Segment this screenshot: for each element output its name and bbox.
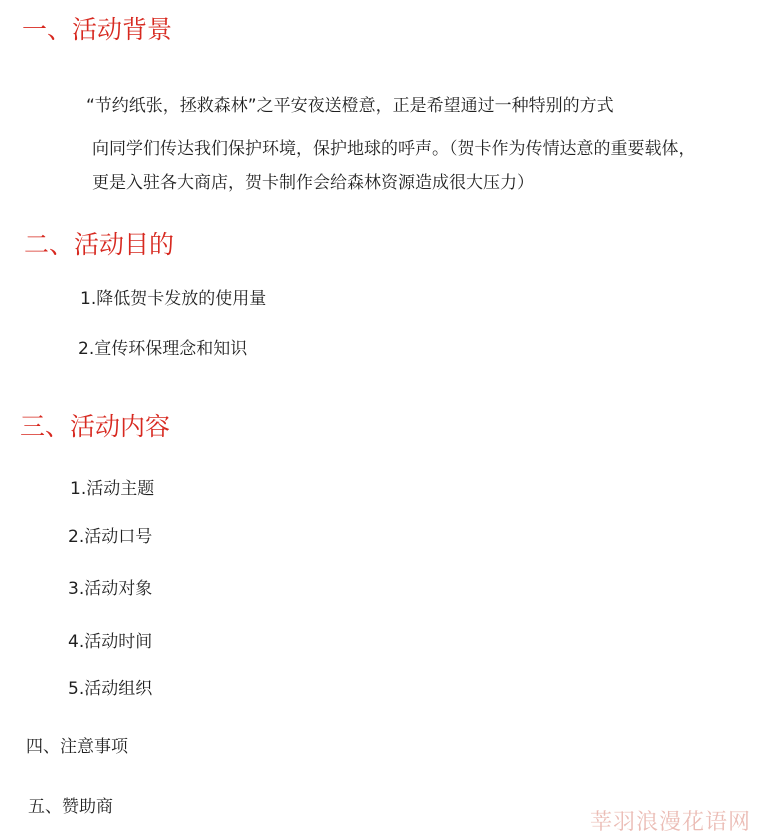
heading-purpose: 二、活动目的 (24, 230, 175, 259)
heading-background: 一、活动背景 (22, 15, 173, 44)
background-line-3: 更是入驻各大商店，贺卡制作会给森林资源造成很大压力） (92, 173, 534, 193)
background-line-1: “节约纸张，拯救森林”之平安夜送橙意，正是希望通过一种特别的方式 (86, 96, 614, 116)
content-item-slogan: 2.活动口号 (68, 527, 153, 547)
background-line-2: 向同学们传达我们保护环境，保护地球的呼声。（贺卡作为传情达意的重要载体， (92, 139, 696, 159)
content-item-audience: 3.活动对象 (68, 579, 153, 599)
heading-notes: 四、注意事项 (26, 737, 128, 757)
purpose-item-2: 2.宣传环保理念和知识 (78, 339, 248, 359)
heading-content: 三、活动内容 (20, 412, 171, 441)
content-item-time: 4.活动时间 (68, 632, 153, 652)
watermark: 莘羽浪漫花语网 (590, 810, 752, 835)
heading-sponsors: 五、赞助商 (28, 797, 113, 817)
content-item-organization: 5.活动组织 (68, 679, 153, 699)
content-item-theme: 1.活动主题 (70, 479, 155, 499)
purpose-item-1: 1.降低贺卡发放的使用量 (80, 289, 267, 309)
